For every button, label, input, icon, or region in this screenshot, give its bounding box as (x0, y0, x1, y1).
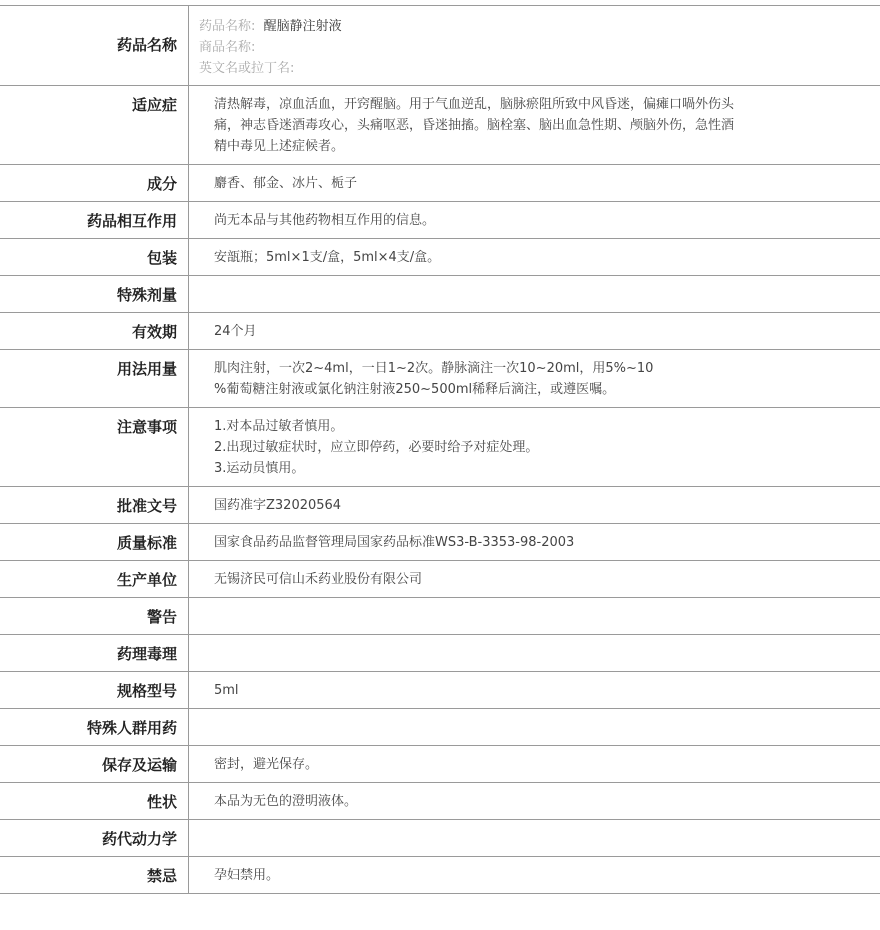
row-quality-standard (0, 524, 880, 561)
row-pharmacokinetics (0, 820, 880, 857)
row-drug-name (0, 6, 880, 86)
row-label: 禁忌 (0, 857, 189, 893)
row-value (189, 524, 880, 560)
row-label: 规格型号 (0, 672, 189, 708)
row-label: 药理毒理 (0, 635, 189, 671)
row-value (189, 561, 880, 597)
english-name-key: 英文名或拉丁名: (199, 61, 295, 76)
row-label: 特殊剂量 (0, 276, 189, 312)
text-line: 麝香、郁金、冰片、栀子 (214, 176, 358, 191)
row-label: 药品相互作用 (0, 202, 189, 238)
row-value (189, 165, 880, 201)
drug-name-key: 药品名称: (199, 19, 256, 34)
row-value (189, 746, 880, 782)
row-label: 质量标准 (0, 524, 189, 560)
row-label: 性状 (0, 783, 189, 819)
row-value (189, 86, 880, 164)
row-value (189, 598, 880, 634)
text-line: 尚无本品与其他药物相互作用的信息。 (214, 213, 436, 228)
row-description (0, 783, 880, 820)
text-line: 2.出现过敏症状时，应立即停药，必要时给予对症处理。 (214, 440, 539, 455)
drug-name-value: 醒脑静注射液 (263, 19, 342, 34)
row-interactions (0, 202, 880, 239)
text-line: 清热解毒，凉血活血，开窍醒脑。用于气血逆乱，脑脉瘀阻所致中风昏迷，偏瘫口喎外伤头 (214, 97, 735, 112)
row-warning (0, 598, 880, 635)
row-label: 用法用量 (0, 350, 189, 407)
row-value (189, 672, 880, 708)
row-contraindications (0, 857, 880, 894)
row-value (189, 313, 880, 349)
row-label: 特殊人群用药 (0, 709, 189, 745)
text-line: 肌肉注射，一次2~4ml，一日1~2次。静脉滴注一次10~20ml，用5%~10 (214, 361, 654, 376)
row-value (189, 709, 880, 745)
row-label: 保存及运输 (0, 746, 189, 782)
text-line: 1.对本品过敏者慎用。 (214, 419, 344, 434)
text-line: %葡萄糖注射液或氯化钠注射液250~500ml稀释后滴注，或遵医嘱。 (214, 382, 616, 397)
row-precautions (0, 408, 880, 487)
text-line: 安瓿瓶；5ml×1支/盒，5ml×4支/盒。 (214, 250, 441, 265)
drug-info-table (0, 5, 880, 894)
row-label: 药代动力学 (0, 820, 189, 856)
text-line: 孕妇禁用。 (214, 868, 280, 883)
row-value (189, 202, 880, 238)
text-line: 无锡济民可信山禾药业股份有限公司 (214, 572, 423, 587)
row-manufacturer (0, 561, 880, 598)
row-label: 生产单位 (0, 561, 189, 597)
text-line: 国家食品药品监督管理局国家药品标准WS3-B-3353-98-2003 (214, 535, 575, 550)
row-value (189, 487, 880, 523)
row-label: 警告 (0, 598, 189, 634)
text-line: 密封，避光保存。 (214, 757, 319, 772)
row-value (189, 857, 880, 893)
row-packaging (0, 239, 880, 276)
row-storage (0, 746, 880, 783)
text-line: 国药准字Z32020564 (214, 498, 342, 513)
row-indications (0, 86, 880, 165)
row-value (189, 276, 880, 312)
row-special-populations (0, 709, 880, 746)
row-pharmacology (0, 635, 880, 672)
row-value (189, 239, 880, 275)
drug-name-line (199, 16, 880, 37)
row-value (189, 6, 880, 85)
row-label: 注意事项 (0, 408, 189, 486)
text-line: 3.运动员慎用。 (214, 461, 305, 476)
row-label: 药品名称 (0, 6, 189, 85)
text-line: 精中毒见上述症候者。 (214, 139, 345, 154)
row-label: 有效期 (0, 313, 189, 349)
trade-name-key: 商品名称: (199, 40, 256, 55)
row-label: 成分 (0, 165, 189, 201)
row-ingredients (0, 165, 880, 202)
row-label: 批准文号 (0, 487, 189, 523)
row-value (189, 635, 880, 671)
row-label: 包装 (0, 239, 189, 275)
row-shelf-life (0, 313, 880, 350)
text-line: 本品为无色的澄明液体。 (214, 794, 358, 809)
row-value (189, 408, 880, 486)
row-dosage (0, 350, 880, 408)
row-special-dosage (0, 276, 880, 313)
text-line: 痛，神志昏迷酒毒攻心，头痛呕恶，昏迷抽搐。脑栓塞、脑出血急性期、颅脑外伤，急性酒 (214, 118, 735, 133)
row-label: 适应症 (0, 86, 189, 164)
row-value (189, 783, 880, 819)
text-line: 24个月 (214, 324, 257, 339)
row-value (189, 820, 880, 856)
row-value (189, 350, 880, 407)
text-line: 5ml (214, 683, 239, 698)
row-specification (0, 672, 880, 709)
row-approval-number (0, 487, 880, 524)
